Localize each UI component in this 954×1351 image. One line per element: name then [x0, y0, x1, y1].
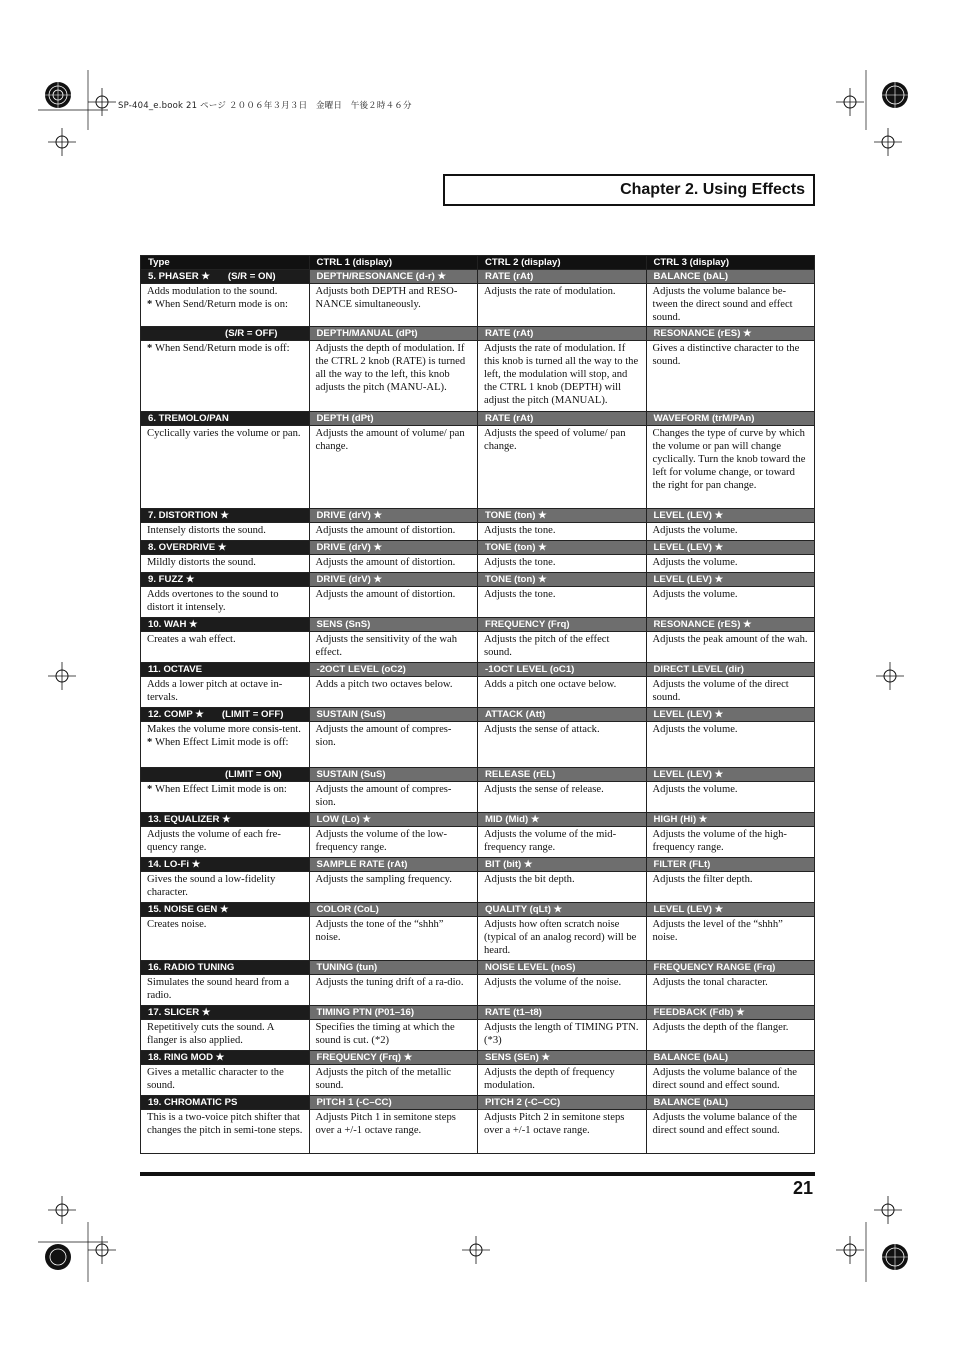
effect-c3-description: Adjusts the volume balance be-tween the direct sound and effect sound.	[646, 284, 815, 327]
effect-c2-description: Adjusts the bit depth.	[478, 872, 647, 903]
effect-type-header	[141, 1051, 310, 1065]
effect-description-row	[141, 341, 815, 412]
footer-rule	[140, 1172, 815, 1176]
effect-description-row	[141, 284, 815, 327]
effect-description-row	[141, 523, 815, 541]
effect-type-header	[141, 327, 310, 341]
effect-description-row	[141, 555, 815, 573]
effect-c2-description: Adjusts the tone.	[478, 587, 647, 618]
effect-ctrl2-header: RATE (rAt)	[478, 412, 647, 426]
effect-c3-description: Adjusts the tonal character.	[646, 975, 815, 1006]
effect-header-row	[141, 1006, 815, 1020]
effect-c1-description: Adjusts the tuning drift of a ra-dio.	[309, 975, 478, 1006]
effect-header-row	[141, 708, 815, 722]
effect-ctrl1-header: TIMING PTN (P01–16)	[309, 1006, 478, 1020]
effect-description-row	[141, 782, 815, 813]
effect-header-row	[141, 509, 815, 523]
effect-type-header	[141, 663, 310, 677]
effect-c3-description: Adjusts the level of the “shhh” noise.	[646, 917, 815, 961]
effect-type-header	[141, 541, 310, 555]
effect-ctrl2-header: FREQUENCY (Frq)	[478, 618, 647, 632]
effect-ctrl3-header: BALANCE (bAL)	[646, 270, 815, 284]
chapter-header	[443, 174, 815, 206]
crosshair-mark	[48, 662, 76, 690]
column-header-ctrl1: CTRL 1 (display)	[309, 256, 478, 270]
effect-c2-description: Adjusts the rate of modulation.	[478, 284, 647, 327]
effect-description-text: Makes the volume more consis-tent.	[147, 724, 301, 735]
effect-ctrl1-header: DEPTH (dPt)	[309, 412, 478, 426]
effect-ctrl3-header: LEVEL (LEV) ★	[646, 541, 815, 555]
effect-ctrl2-header: RATE (rAt)	[478, 327, 647, 341]
effect-name: 16. RADIO TUNING	[148, 962, 235, 973]
effect-ctrl2-header: RATE (rAt)	[478, 270, 647, 284]
effect-description-row	[141, 587, 815, 618]
effect-description	[141, 677, 310, 708]
effect-ctrl2-header: SENS (SEn) ★	[478, 1051, 647, 1065]
effect-description-row	[141, 975, 815, 1006]
effect-ctrl1-header: PITCH 1 (-C–CC)	[309, 1096, 478, 1110]
effect-name: 9. FUZZ ★	[148, 574, 195, 585]
effect-c3-description: Changes the type of curve by which the volume or pan will change cyclically. Turn the knob toward the left for volume change, or toward the right for pan change.	[646, 426, 815, 509]
column-header-row	[141, 256, 815, 270]
crosshair-mark	[88, 88, 116, 116]
effect-c3-description: Adjusts the depth of the flanger.	[646, 1020, 815, 1051]
effect-description-row	[141, 1110, 815, 1154]
asterisk-marker: *	[147, 343, 155, 354]
effect-c2-description: Adjusts the rate of modulation. If this knob is turned all the way to the left, the modulation will stop, and the CTRL 1 knob (DEPTH) will adjust the pitch (MANUAL).	[478, 341, 647, 412]
effect-name: 10. WAH ★	[148, 619, 198, 630]
effect-c1-description: Adjusts the depth of modulation. If the CTRL 2 knob (RATE) is turned all the way to the left, this knob adjusts the pitch (MANU-AL).	[309, 341, 478, 412]
effect-description	[141, 1110, 310, 1154]
effect-description	[141, 284, 310, 327]
effect-c3-description: Adjusts the volume.	[646, 523, 815, 541]
effect-ctrl2-header: TONE (ton) ★	[478, 573, 647, 587]
effect-c2-description: Adjusts how often scratch noise (typical of an analog record) will be heard.	[478, 917, 647, 961]
effect-ctrl2-header: -1OCT LEVEL (oC1)	[478, 663, 647, 677]
effect-description	[141, 587, 310, 618]
effect-mode: (S/R = OFF)	[225, 328, 278, 339]
effect-mode: (LIMIT = ON)	[225, 769, 282, 780]
effect-ctrl1-header: LOW (Lo) ★	[309, 813, 478, 827]
effect-ctrl3-header: LEVEL (LEV) ★	[646, 509, 815, 523]
effect-ctrl2-header: ATTACK (Att)	[478, 708, 647, 722]
effect-c1-description: Adjusts the amount of distortion.	[309, 555, 478, 573]
effect-c3-description: Adjusts the peak amount of the wah.	[646, 632, 815, 663]
effect-type-header	[141, 1096, 310, 1110]
crosshair-mark	[876, 662, 904, 690]
effect-c3-description: Adjusts the volume.	[646, 782, 815, 813]
effect-mode-note	[147, 298, 303, 311]
effect-ctrl1-header: -2OCT LEVEL (oC2)	[309, 663, 478, 677]
effect-c1-description: Adjusts the volume of the low-frequency range.	[309, 827, 478, 858]
effect-type-header	[141, 509, 310, 523]
effect-description-text: Creates a wah effect.	[147, 634, 236, 645]
effect-type-header	[141, 768, 310, 782]
effect-ctrl1-header: SUSTAIN (SuS)	[309, 708, 478, 722]
effect-name: 12. COMP ★	[148, 709, 204, 720]
page-number: 21	[792, 1178, 813, 1198]
effect-mode: (S/R = ON)	[227, 271, 276, 282]
effect-type-header	[141, 1006, 310, 1020]
crosshair-mark	[462, 1236, 490, 1264]
effect-type-header	[141, 858, 310, 872]
effect-name: 7. DISTORTION ★	[148, 510, 229, 521]
effect-c1-description: Adjusts the sensitivity of the wah effect.	[309, 632, 478, 663]
effect-c3-description: Adjusts the volume.	[646, 587, 815, 618]
effect-mode: (LIMIT = OFF)	[221, 709, 284, 720]
effect-mode-note	[147, 342, 303, 355]
asterisk-marker: *	[147, 737, 155, 748]
effect-c2-description: Adds a pitch one octave below.	[478, 677, 647, 708]
registration-mark-bottom-right	[860, 1222, 920, 1282]
effect-description-text: Adjusts the volume of each fre-quency range.	[147, 829, 281, 853]
effect-c3-description: Adjusts the volume balance of the direct sound and effect sound.	[646, 1110, 815, 1154]
effect-header-row	[141, 813, 815, 827]
effect-header-row	[141, 327, 815, 341]
effect-description	[141, 782, 310, 813]
effect-c1-description: Adjusts the amount of compres-sion.	[309, 782, 478, 813]
effect-description	[141, 1065, 310, 1096]
effect-name: 8. OVERDRIVE ★	[148, 542, 227, 553]
effect-description-text: Gives the sound a low-fidelity character.	[147, 874, 276, 898]
effect-c2-description: Adjusts the depth of frequency modulation.	[478, 1065, 647, 1096]
effect-ctrl3-header: BALANCE (bAL)	[646, 1096, 815, 1110]
effect-header-row	[141, 858, 815, 872]
effect-header-row	[141, 663, 815, 677]
effect-c1-description: Adjusts Pitch 1 in semitone steps over a +/-1 octave range.	[309, 1110, 478, 1154]
effect-c3-description: Adjusts the volume.	[646, 555, 815, 573]
effect-ctrl2-header: QUALITY (qLt) ★	[478, 903, 647, 917]
effect-c1-description: Adjusts both DEPTH and RESO-NANCE simultaneously.	[309, 284, 478, 327]
effect-header-row	[141, 573, 815, 587]
effect-c2-description: Adjusts the pitch of the effect sound.	[478, 632, 647, 663]
effect-description	[141, 872, 310, 903]
crosshair-mark	[874, 1196, 902, 1224]
effect-ctrl3-header: HIGH (Hi) ★	[646, 813, 815, 827]
chapter-title: Chapter 2. Using Effects	[620, 181, 805, 198]
effect-description	[141, 555, 310, 573]
effect-ctrl1-header: DEPTH/MANUAL (dPt)	[309, 327, 478, 341]
effect-ctrl1-header: DRIVE (drV) ★	[309, 541, 478, 555]
effects-table	[140, 255, 815, 1154]
effect-header-row	[141, 412, 815, 426]
effect-c3-description: Adjusts the volume balance of the direct sound and effect sound.	[646, 1065, 815, 1096]
effect-header-row	[141, 1051, 815, 1065]
effect-description-text: Simulates the sound heard from a radio.	[147, 977, 290, 1001]
effect-mode-note	[147, 783, 303, 796]
effect-description-text: Adds modulation to the sound.	[147, 286, 278, 297]
effect-c2-description: Adjusts the length of TIMING PTN. (*3)	[478, 1020, 647, 1051]
effect-description-row	[141, 917, 815, 961]
effect-c1-description: Adjusts the sampling frequency.	[309, 872, 478, 903]
effect-c2-description: Adjusts the volume of the mid-frequency range.	[478, 827, 647, 858]
effect-description-text: Intensely distorts the sound.	[147, 525, 266, 536]
effect-c1-description: Adjusts the amount of compres-sion.	[309, 722, 478, 768]
effect-c2-description: Adjusts the tone.	[478, 555, 647, 573]
effect-ctrl1-header: COLOR (CoL)	[309, 903, 478, 917]
effect-ctrl3-header: FEEDBACK (Fdb) ★	[646, 1006, 815, 1020]
book-info-line: SP-404_e.book 21 ページ ２００６年３月３日 金曜日 午後２時４６分	[118, 101, 412, 111]
effect-c2-description: Adjusts the tone.	[478, 523, 647, 541]
effect-ctrl3-header: RESONANCE (rES) ★	[646, 327, 815, 341]
effect-header-row	[141, 541, 815, 555]
effect-type-header	[141, 813, 310, 827]
effect-ctrl2-header: BIT (bit) ★	[478, 858, 647, 872]
effect-ctrl2-header: MID (Mid) ★	[478, 813, 647, 827]
asterisk-marker: *	[147, 299, 155, 310]
column-header-type: Type	[141, 256, 310, 270]
effect-type-header	[141, 618, 310, 632]
effect-mode-note-text: When Send/Return mode is on:	[154, 299, 288, 310]
effect-ctrl3-header: LEVEL (LEV) ★	[646, 768, 815, 782]
effect-c1-description: Adds a pitch two octaves below.	[309, 677, 478, 708]
effect-mode-note	[147, 736, 303, 749]
effect-ctrl1-header: DRIVE (drV) ★	[309, 509, 478, 523]
effect-description-row	[141, 677, 815, 708]
effect-type-header	[141, 961, 310, 975]
crosshair-mark	[88, 1236, 116, 1264]
effects-table-body	[141, 256, 815, 1154]
effect-description	[141, 632, 310, 663]
effect-header-row	[141, 1096, 815, 1110]
effect-description-text: Mildly distorts the sound.	[147, 557, 256, 568]
effect-c3-description: Adjusts the volume.	[646, 722, 815, 768]
effect-ctrl2-header: RELEASE (rEL)	[478, 768, 647, 782]
effect-ctrl1-header: DEPTH/RESONANCE (d-r) ★	[309, 270, 478, 284]
effect-ctrl3-header: BALANCE (bAL)	[646, 1051, 815, 1065]
effect-description-text: Cyclically varies the volume or pan.	[147, 428, 301, 439]
effect-c3-description: Adjusts the filter depth.	[646, 872, 815, 903]
effect-name: 6. TREMOLO/PAN	[148, 413, 229, 424]
effect-description-row	[141, 722, 815, 768]
effect-ctrl2-header: PITCH 2 (-C–CC)	[478, 1096, 647, 1110]
effect-ctrl1-header: FREQUENCY (Frq) ★	[309, 1051, 478, 1065]
effect-c1-description: Specifies the timing at which the sound is cut. (*2)	[309, 1020, 478, 1051]
effect-name: 15. NOISE GEN ★	[148, 904, 229, 915]
effect-description-text: Adds overtones to the sound to distort it intensely.	[147, 589, 279, 613]
effect-description-row	[141, 872, 815, 903]
effect-header-row	[141, 961, 815, 975]
effect-description	[141, 827, 310, 858]
effect-header-row	[141, 768, 815, 782]
column-header-ctrl2: CTRL 2 (display)	[478, 256, 647, 270]
effect-description-row	[141, 1020, 815, 1051]
effect-description	[141, 975, 310, 1006]
effect-c1-description: Adjusts the pitch of the metallic sound.	[309, 1065, 478, 1096]
effect-description	[141, 523, 310, 541]
effect-ctrl3-header: LEVEL (LEV) ★	[646, 573, 815, 587]
effect-name: 13. EQUALIZER ★	[148, 814, 231, 825]
effect-type-header	[141, 903, 310, 917]
effect-name: 14. LO-Fi ★	[148, 859, 201, 870]
effect-description-text: Repetitively cuts the sound. A flanger is also applied.	[147, 1022, 274, 1046]
effect-description	[141, 341, 310, 412]
effect-c1-description: Adjusts the amount of distortion.	[309, 587, 478, 618]
effect-type-header	[141, 412, 310, 426]
effect-c2-description: Adjusts the volume of the noise.	[478, 975, 647, 1006]
effect-mode-note-text: When Effect Limit mode is on:	[154, 784, 287, 795]
effect-description-row	[141, 632, 815, 663]
effect-ctrl3-header: DIRECT LEVEL (dir)	[646, 663, 815, 677]
effect-description	[141, 426, 310, 509]
effect-description-text: Adds a lower pitch at octave in-tervals.	[147, 679, 283, 703]
effect-description	[141, 917, 310, 961]
effect-mode-note-text: When Effect Limit mode is off:	[154, 737, 289, 748]
effect-c2-description: Adjusts the sense of release.	[478, 782, 647, 813]
effect-ctrl3-header: FREQUENCY RANGE (Frq)	[646, 961, 815, 975]
effect-c3-description: Adjusts the volume of the high-frequency range.	[646, 827, 815, 858]
effect-ctrl3-header: LEVEL (LEV) ★	[646, 903, 815, 917]
effect-type-header	[141, 270, 310, 284]
effect-c3-description: Adjusts the volume of the direct sound.	[646, 677, 815, 708]
effect-ctrl1-header: SUSTAIN (SuS)	[309, 768, 478, 782]
effect-ctrl1-header: SAMPLE RATE (rAt)	[309, 858, 478, 872]
effect-description-text: Gives a metallic character to the sound.	[147, 1067, 284, 1091]
effect-header-row	[141, 903, 815, 917]
effect-c1-description: Adjusts the amount of distortion.	[309, 523, 478, 541]
effect-c1-description: Adjusts the amount of volume/ pan change.	[309, 426, 478, 509]
effect-ctrl2-header: TONE (ton) ★	[478, 509, 647, 523]
effect-mode-note-text: When Send/Return mode is off:	[154, 343, 290, 354]
effect-description	[141, 1020, 310, 1051]
effect-name: 17. SLICER ★	[148, 1007, 211, 1018]
crosshair-mark	[48, 128, 76, 156]
effect-ctrl2-header: TONE (ton) ★	[478, 541, 647, 555]
effect-c2-description: Adjusts Pitch 2 in semitone steps over a +/-1 octave range.	[478, 1110, 647, 1154]
asterisk-marker: *	[147, 784, 155, 795]
crosshair-mark	[874, 128, 902, 156]
effect-description	[141, 722, 310, 768]
crosshair-mark	[836, 88, 864, 116]
effect-c3-description: Gives a distinctive character to the sound.	[646, 341, 815, 412]
registration-mark-top-right	[860, 70, 920, 130]
effect-ctrl3-header: FILTER (FLt)	[646, 858, 815, 872]
effect-c2-description: Adjusts the speed of volume/ pan change.	[478, 426, 647, 509]
effect-ctrl1-header: DRIVE (drV) ★	[309, 573, 478, 587]
effect-name: 18. RING MOD ★	[148, 1052, 225, 1063]
effect-ctrl1-header: SENS (SnS)	[309, 618, 478, 632]
effect-name: 19. CHROMATIC PS	[148, 1097, 238, 1108]
column-header-ctrl3: CTRL 3 (display)	[646, 256, 815, 270]
effect-name: 5. PHASER ★	[148, 271, 210, 282]
effect-header-row	[141, 618, 815, 632]
effect-ctrl2-header: NOISE LEVEL (noS)	[478, 961, 647, 975]
effect-ctrl2-header: RATE (t1–t8)	[478, 1006, 647, 1020]
effect-name: 11. OCTAVE	[148, 664, 203, 675]
effect-description-row	[141, 426, 815, 509]
effect-description-text: Creates noise.	[147, 919, 207, 930]
effect-description-row	[141, 1065, 815, 1096]
effect-type-header	[141, 708, 310, 722]
effect-description-row	[141, 827, 815, 858]
effect-ctrl1-header: TUNING (tun)	[309, 961, 478, 975]
effect-type-header	[141, 573, 310, 587]
effect-c1-description: Adjusts the tone of the “shhh” noise.	[309, 917, 478, 961]
effect-ctrl3-header: LEVEL (LEV) ★	[646, 708, 815, 722]
effect-c2-description: Adjusts the sense of attack.	[478, 722, 647, 768]
effect-description-text: This is a two-voice pitch shifter that changes the pitch in semi-tone steps.	[147, 1112, 303, 1136]
effect-header-row	[141, 270, 815, 284]
effect-ctrl3-header: RESONANCE (rES) ★	[646, 618, 815, 632]
effect-ctrl3-header: WAVEFORM (trM/PAn)	[646, 412, 815, 426]
crosshair-mark	[48, 1196, 76, 1224]
